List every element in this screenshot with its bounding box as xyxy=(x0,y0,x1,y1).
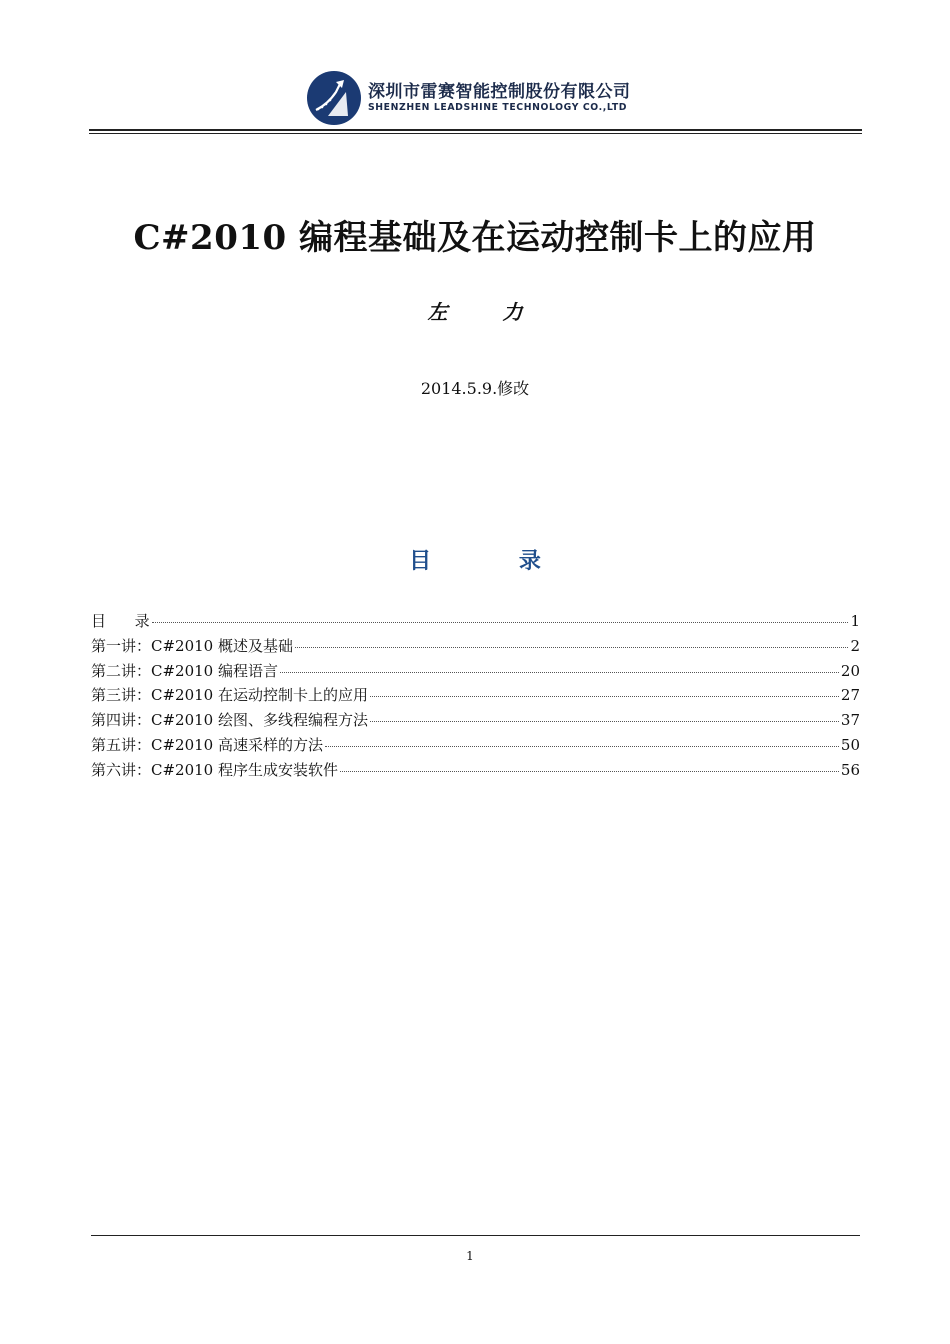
toc-heading: 目 录 xyxy=(409,548,581,574)
toc-dot-leader xyxy=(325,746,839,747)
toc-entry[interactable] xyxy=(91,709,860,734)
company-name-en: SHENZHEN LEADSHINE TECHNOLOGY CO.,LTD xyxy=(368,102,628,113)
toc-dot-leader xyxy=(370,721,839,722)
page-number: 1 xyxy=(466,1249,474,1263)
toc-entry-page: 1 xyxy=(850,612,860,630)
toc-entry-label: 第四讲：C#2010 绘图、多线程编程方法 xyxy=(91,711,368,730)
header-rule-thick xyxy=(89,129,862,131)
toc-entry[interactable] xyxy=(91,660,860,685)
toc-entry-page: 50 xyxy=(840,735,860,754)
toc-dot-leader xyxy=(295,647,848,648)
document-author: 左 力 xyxy=(427,300,547,324)
company-logo xyxy=(306,70,631,126)
toc-entry[interactable] xyxy=(91,759,860,784)
table-of-contents xyxy=(91,610,860,784)
page-header xyxy=(0,0,950,140)
company-name-cn: 深圳市雷赛智能控制股份有限公司 xyxy=(368,82,631,102)
leadshine-logo-icon xyxy=(306,70,362,126)
toc-entry[interactable] xyxy=(91,610,860,635)
document-date: 2014.5.9.修改 xyxy=(420,379,530,398)
toc-entry-page: 56 xyxy=(840,760,860,779)
toc-dot-leader xyxy=(280,672,839,673)
toc-entry-label: 第二讲：C#2010 编程语言 xyxy=(91,661,278,680)
toc-entry-label: 目 录 xyxy=(91,612,150,630)
toc-entry-label: 第三讲：C#2010 在运动控制卡上的应用 xyxy=(91,686,368,705)
toc-entry-page: 2 xyxy=(850,636,860,655)
toc-entry-page: 27 xyxy=(840,686,860,705)
toc-entry-label: 第五讲：C#2010 高速采样的方法 xyxy=(91,735,323,754)
toc-dot-leader xyxy=(370,696,839,697)
document-title: C#2010 编程基础及在运动控制卡上的应用 xyxy=(133,218,817,258)
header-rule-thin xyxy=(89,133,862,134)
toc-entry[interactable] xyxy=(91,684,860,709)
toc-entry-label: 第六讲：C#2010 程序生成安装软件 xyxy=(91,760,338,779)
toc-dot-leader xyxy=(340,771,839,772)
toc-entry-page: 20 xyxy=(840,661,860,680)
toc-dot-leader xyxy=(152,622,849,623)
toc-entry-page: 37 xyxy=(840,711,860,730)
toc-entry[interactable] xyxy=(91,635,860,660)
toc-entry-label: 第一讲：C#2010 概述及基础 xyxy=(91,636,293,655)
toc-entry[interactable] xyxy=(91,734,860,759)
footer-rule xyxy=(91,1235,860,1236)
